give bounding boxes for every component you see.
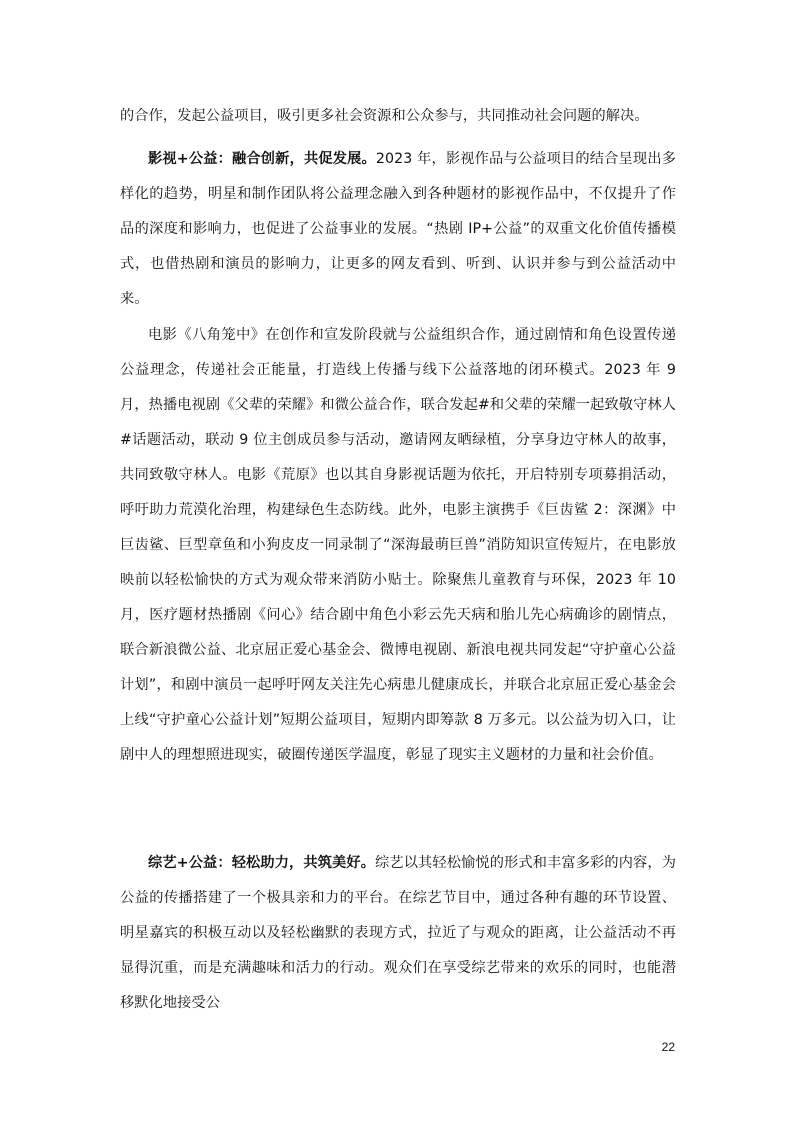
paragraph-text: 电影《八角笼中》在创作和宣发阶段就与公益组织合作，通过剧情和角色设置传递公益理念，传递社会正能量，打造线上传播与线下公益落地的闭环模式。2023 年 9 月，热播电视剧《父辈的荣耀》和微公益合作，联合发起#和父辈的荣耀一起致敬守林人#话题活动，联动 9 位主创成员参与活动，邀请网友晒绿植，分享身边守林人的故事，共同致敬守林人。电影《荒原》也以其自身影视话题为依托，开启特别专项募捐活动，呼吁助力荒漠化治理，构建绿色生态防线。此外，电影主演携手《巨齿鲨 2：深渊》中巨齿鲨、巨型章鱼和小狗皮皮一同录制了“深海最萌巨兽”消防知识宣传短片，在电影放映前以轻松愉快的方式为观众带来消防小贴士。除聚焦儿童教育与环保，2023 年 10 月，医疗题材热播剧《问心》结合剧中角色小彩云先天病和胎儿先心病确诊的剧情点，联合新浪微公益、北京屈正爱心基金会、微博电视剧、新浪电视共同发起“守护童心公益计划”，和剧中演员一起呼吁网友关注先心病患儿健康成长，并联合北京屈正爱心基金会上线“守护童心公益计划”短期公益项目，短期内即筹款 8 万多元。以公益为切入口，让剧中人的理想照进现实，破圈传递医学温度，彰显了现实主义题材的力量和社会价值。 <box>120 327 676 763</box>
paragraph-lead-heading: 综艺+公益：轻松助力，共筑美好。 <box>148 855 376 871</box>
paragraph-continuation <box>120 99 676 134</box>
paragraph-lead-heading: 影视+公益：融合创新，共促发展。 <box>148 151 376 167</box>
paragraph-film-charity <box>120 142 676 317</box>
page-number: 22 <box>661 1040 675 1054</box>
paragraph-text: 综艺以其轻松愉悦的形式和丰富多彩的内容，为公益的传播搭建了一个极具亲和力的平台。在综艺节目中，通过各种有趣的环节设置、明星嘉宾的积极互动以及轻松幽默的表现方式，拉近了与观众的距离，让公益活动不再显得沉重，而是充满趣味和活力的行动。观众们在享受综艺带来的欢乐的同时，也能潜移默化地接受公 <box>120 855 676 1011</box>
paragraph-variety-charity <box>120 846 676 1021</box>
paragraph-text: 2023 年，影视作品与公益项目的结合呈现出多样化的趋势，明星和制作团队将公益理念融入到各种题材的影视作品中，不仅提升了作品的深度和影响力，也促进了公益事业的发展。“热剧 IP+公益”的双重文化价值传播模式，也借热剧和演员的影响力，让更多的网友看到、听到、认识并参与到公益活动中来。 <box>120 151 676 307</box>
paragraph-text: 的合作，发起公益项目，吸引更多社会资源和公众参与，共同推动社会问题的解决。 <box>120 108 649 124</box>
paragraph-film-examples <box>120 318 676 773</box>
